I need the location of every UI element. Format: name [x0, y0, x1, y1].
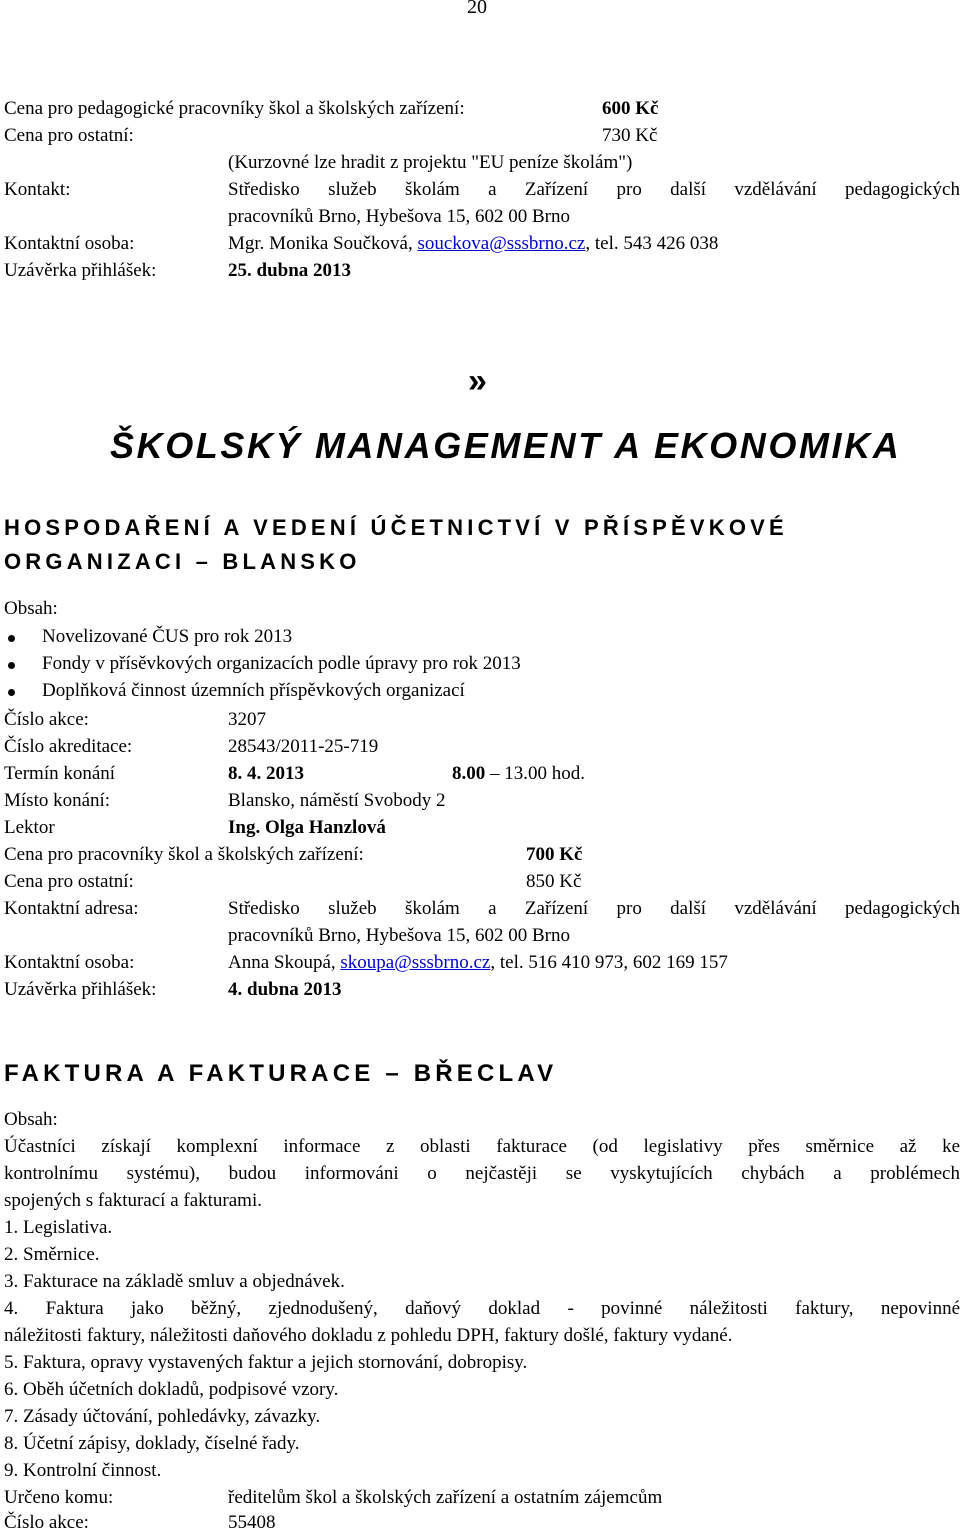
- course1-price-ped-value: 700 Kč: [526, 844, 583, 865]
- course2-title: FAKTURA A FAKTURACE – BŘECLAV: [4, 1060, 558, 1087]
- course1-person-name: Anna Skoupá,: [228, 952, 336, 973]
- contact-line-2: pracovníků Brno, Hybešova 15, 602 00 Brno: [228, 206, 570, 227]
- course1-lector-label: Lektor: [4, 817, 55, 838]
- bullet-icon: [8, 635, 15, 642]
- deadline-value: 25. dubna 2013: [228, 260, 352, 281]
- contact-label: Kontakt:: [4, 179, 71, 200]
- course1-address-line1: Středisko služeb školám a Zařízení pro další vzdělávání pedagogických: [228, 898, 960, 919]
- course2-item: 5. Faktura, opravy vystavených faktur a jejich stornování, dobropisy.: [4, 1352, 528, 1373]
- section-title: ŠKOLSKÝ MANAGEMENT A EKONOMIKA: [110, 425, 902, 466]
- course1-person-label: Kontaktní osoba:: [4, 952, 135, 973]
- course2-intro-line1: Účastníci získají komplexní informace z oblasti fakturace (od legislativy přes směrnice až ke: [4, 1136, 960, 1157]
- course2-intro-line2: kontrolnímu systému), budou informováni o nejčastěji se vyskytujících chybách a problémech: [4, 1163, 960, 1184]
- course2-action-value: 55408: [228, 1512, 276, 1533]
- course2-item: 7. Zásady účtování, pohledávky, závazky.: [4, 1406, 321, 1427]
- price-note: (Kurzovné lze hradit z projektu "EU peníze školám"): [228, 152, 633, 173]
- course2-item: 3. Fakturace na základě smluv a objednávek.: [4, 1271, 345, 1292]
- course1-lector-value: Ing. Olga Hanzlová: [228, 817, 386, 838]
- course2-item: 1. Legislativa.: [4, 1217, 113, 1238]
- course2-action-label: Číslo akce:: [4, 1512, 89, 1533]
- contact-person-label: Kontaktní osoba:: [4, 233, 135, 254]
- course1-deadline-value: 4. dubna 2013: [228, 979, 342, 1000]
- course1-address-label: Kontaktní adresa:: [4, 898, 139, 919]
- course2-item: 6. Oběh účetních dokladů, podpisové vzory.: [4, 1379, 339, 1400]
- course1-title-line1: HOSPODAŘENÍ A VEDENÍ ÚČETNICTVÍ V PŘÍSPĚVKOVÉ: [4, 515, 788, 540]
- course1-accr-value: 28543/2011-25-719: [228, 736, 379, 757]
- course1-action-label: Číslo akce:: [4, 709, 89, 730]
- price-ped-label: Cena pro pedagogické pracovníky škol a školských zařízení:: [4, 98, 465, 119]
- bullet-icon: [8, 662, 15, 669]
- course2-target-value: ředitelům škol a školských zařízení a ostatním zájemcům: [228, 1487, 663, 1508]
- deadline-label: Uzávěrka přihlášek:: [4, 260, 157, 281]
- course2-intro-line3: spojených s fakturací a fakturami.: [4, 1190, 262, 1211]
- page-number: 20: [467, 0, 487, 18]
- course2-item: 9. Kontrolní činnost.: [4, 1460, 162, 1481]
- course2-item: 4. Faktura jako běžný, zjednodušený, daňový doklad - povinné náležitosti faktury, nepovinné: [4, 1298, 960, 1319]
- course1-action-value: 3207: [228, 709, 266, 730]
- course1-accr-label: Číslo akreditace:: [4, 736, 133, 757]
- course1-bullet-item: Doplňková činnost územních příspěvkových organizací: [42, 680, 465, 701]
- course1-email-link[interactable]: skoupa@sssbrno.cz: [340, 952, 491, 973]
- course1-deadline-label: Uzávěrka přihlášek:: [4, 979, 157, 1000]
- course2-content-label: Obsah:: [4, 1109, 58, 1130]
- course2-item: 2. Směrnice.: [4, 1244, 100, 1265]
- course1-term-time-rest: – 13.00 hod.: [490, 763, 585, 784]
- price-other-value: 730 Kč: [602, 125, 658, 146]
- course1-title-line2: ORGANIZACI – BLANSKO: [4, 549, 361, 574]
- contact-phone: , tel. 543 426 038: [585, 233, 719, 254]
- contact-line-1: Středisko služeb školám a Zařízení pro další vzdělávání pedagogických: [228, 179, 960, 200]
- course1-person: [228, 952, 728, 974]
- course1-price-other-value: 850 Kč: [526, 871, 582, 892]
- course2-item: 8. Účetní zápisy, doklady, číselné řady.: [4, 1433, 300, 1454]
- course1-bullet-item: Fondy v přísěvkových organizacích podle úpravy pro rok 2013: [42, 653, 521, 674]
- course1-price-ped-label: Cena pro pracovníky škol a školských zařízení:: [4, 844, 364, 865]
- course1-place-label: Místo konání:: [4, 790, 111, 811]
- course1-term-label: Termín konání: [4, 763, 116, 784]
- course1-price-other-label: Cena pro ostatní:: [4, 871, 134, 892]
- course1-address-line2: pracovníků Brno, Hybešova 15, 602 00 Brno: [228, 925, 570, 946]
- course1-term-date: 8. 4. 2013: [228, 763, 304, 784]
- course1-phone: , tel. 516 410 973, 602 169 157: [490, 952, 728, 973]
- course1-term-time: [452, 763, 585, 785]
- course1-place-value: Blansko, náměstí Svobody 2: [228, 790, 446, 811]
- course2-target-label: Určeno komu:: [4, 1487, 114, 1508]
- price-ped-value: 600 Kč: [602, 98, 659, 119]
- contact-person: [228, 233, 718, 255]
- contact-person-name: Mgr. Monika Součková,: [228, 233, 413, 254]
- contact-email-link[interactable]: souckova@sssbrno.cz: [417, 233, 586, 254]
- bullet-icon: [8, 689, 15, 696]
- course1-term-time-start: 8.00: [452, 763, 486, 784]
- course1-content-label: Obsah:: [4, 598, 58, 619]
- course1-bullet-item: Novelizované ČUS pro rok 2013: [42, 626, 293, 647]
- course2-item-continued: náležitosti faktury, náležitosti daňového dokladu z pohledu DPH, faktury došlé, faktury vydané.: [4, 1325, 733, 1346]
- price-other-label: Cena pro ostatní:: [4, 125, 134, 146]
- chevron-icon: »: [468, 362, 487, 400]
